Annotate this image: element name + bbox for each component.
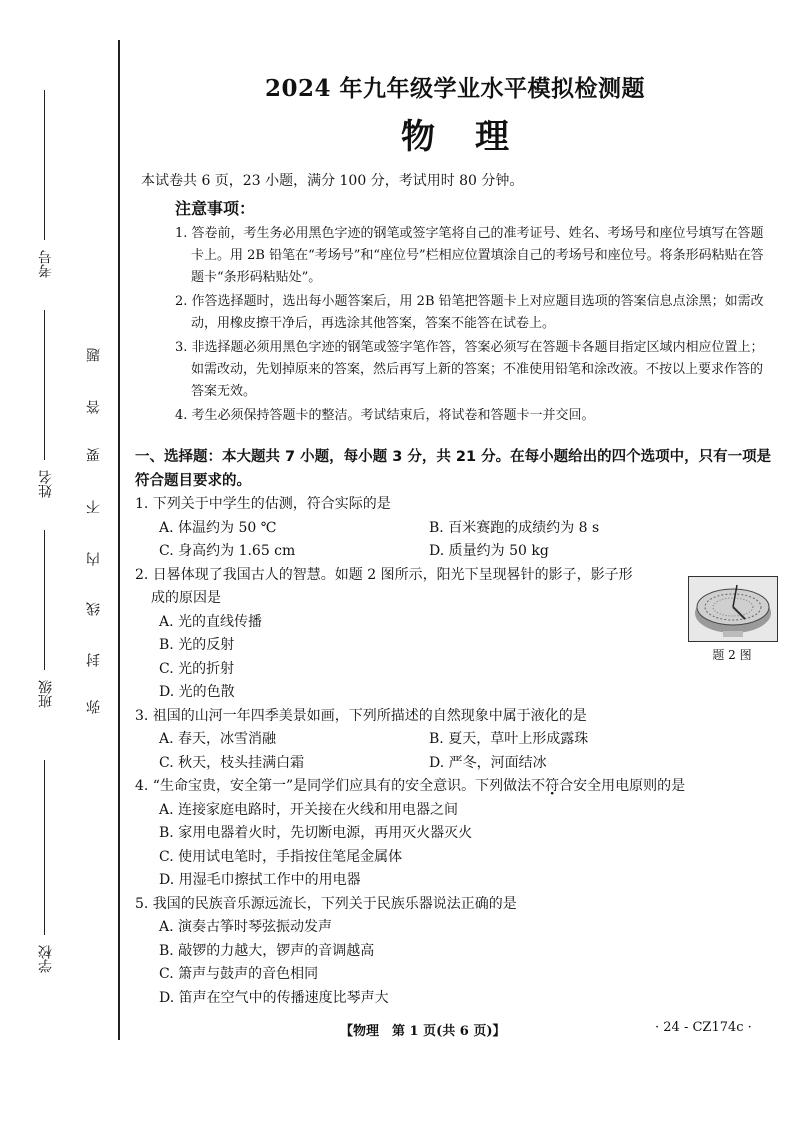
option: B. 夏天，草叶上形成露珠 [429, 731, 589, 747]
option: C. 光的折射 [159, 660, 235, 677]
option: A. 体温约为 50 ℃ [159, 519, 277, 536]
seal-char: 答 [86, 400, 102, 414]
option: D. 光的色散 [159, 684, 235, 700]
option: D. 笛声在空气中的传播速度比琴声大 [159, 989, 389, 1006]
option: A. 演奏古筝时琴弦振动发声 [159, 919, 333, 935]
option: C. 箫声与鼓声的音色相同 [159, 966, 319, 982]
question-options [159, 728, 775, 775]
option: B. 家用电器着火时，先切断电源，再用灭火器灭火 [159, 825, 473, 841]
question-stem-cont: 成的原因是 [151, 590, 221, 606]
binding-margin [0, 0, 130, 1123]
question-stem: 5. 我国的民族音乐源远流长，下列关于民族乐器说法正确的是 [135, 895, 517, 912]
stem-part: 4. “生命宝贵，安全第一”是同学们应具有的安全意识。下列做法 [135, 778, 532, 794]
field-school: 学校 [38, 945, 54, 973]
option: B. 百米赛跑的成绩约为 8 s [429, 519, 600, 536]
class-blank[interactable] [44, 530, 45, 670]
option: D. 严冬，河面结冰 [429, 754, 547, 771]
stem-part: 安全用电原则的是 [573, 778, 686, 794]
emphasized-text: 不符合 [531, 778, 574, 794]
option: A. 春天，冰雪消融 [159, 731, 277, 747]
exam-number-blank[interactable] [44, 90, 45, 240]
option: B. 光的反射 [159, 637, 235, 653]
option: C. 秋天，枝头挂满白霜 [159, 754, 305, 771]
notice-item: 2. 作答选择题时，选出每小题答案后，用 2B 铅笔把答题卡上对应题目选项的答案信息点涂黑；如需改动，用橡皮擦干净后，再选涂其他答案，答案不能答在试卷上。 [175, 294, 764, 331]
field-exam-number: 考号 [38, 250, 54, 278]
option: B. 敲锣的力越大，锣声的音调越高 [159, 942, 375, 959]
option: D. 用湿毛巾擦拭工作中的用电器 [159, 872, 361, 888]
sundial-image [689, 577, 777, 641]
notice-heading: 注意事项： [175, 199, 256, 218]
question-stem: 1. 下列关于中学生的估测，符合实际的是 [135, 496, 391, 512]
question-stem: 3. 祖国的山河一年四季美景如画，下列所描述的自然现象中属于液化的是 [135, 707, 587, 724]
sundial-figure [688, 576, 778, 642]
seal-char: 不 [86, 500, 102, 514]
figure-caption: 题 2 图 [712, 647, 752, 662]
subject-title: 物理 [401, 117, 549, 157]
option: C. 身高约为 1.65 cm [159, 543, 296, 559]
notice-item: 1. 答卷前，考生务必用黑色字迹的钢笔或签字笔将自己的准考证号、姓名、考场号和座位号填写在答题卡上。用 2B 铅笔在“考场号”和“座位号”栏相应位置填涂自己的考场号和座位号。将条形码粘贴在答题卡“条形码粘贴处”。 [175, 226, 764, 285]
school-blank[interactable] [44, 760, 45, 935]
seal-char: 弥 [86, 700, 102, 714]
notice-item: 4. 考生必须保持答题卡的整洁。考试结束后，将试卷和答题卡一并交回。 [175, 408, 595, 423]
question-options [159, 517, 775, 564]
question-stem [135, 775, 775, 799]
page-info: 【物理 第 1 页(共 6 页)】 [340, 1024, 506, 1039]
seal-char: 封 [86, 653, 102, 667]
field-name: 姓名 [38, 470, 54, 498]
seal-char: 要 [86, 448, 102, 462]
seal-char: 内 [86, 552, 102, 566]
name-blank[interactable] [44, 310, 45, 460]
question-stem: 2. 日晷体现了我国古人的智慧。如题 2 图所示，阳光下呈现晷针的影子，影子形 [135, 566, 633, 583]
paper-code: · 24 - CZ174c · [655, 1020, 752, 1035]
section-heading: 一、选择题：本大题共 7 小题，每小题 3 分，共 21 分。在每小题给出的四个选项中，只有一项是符合题目要求的。 [135, 449, 772, 489]
option: A. 光的直线传播 [159, 613, 263, 630]
seal-line [118, 40, 120, 1040]
seal-char: 题 [86, 348, 102, 362]
option: C. 使用试电笔时，手指按住笔尾金属体 [159, 848, 403, 865]
exam-intro: 本试卷共 6 页，23 小题，满分 100 分，考试用时 80 分钟。 [141, 173, 524, 189]
option: A. 连接家庭电路时，开关接在火线和用电器之间 [159, 801, 459, 818]
field-class: 班级 [38, 680, 54, 708]
exam-title: 2024 年九年级学业水平模拟检测题 [264, 75, 646, 102]
seal-char: 线 [86, 602, 102, 616]
exam-page [135, 70, 775, 1010]
question-2 [135, 564, 775, 705]
notice-item: 3. 非选择题必须用黑色字迹的钢笔或签字笔作答，答案必须写在答题卡各题目指定区域内相应位置上；如需改动，先划掉原来的答案，然后再写上新的答案；不准使用铅笔和涂改液。不按以上要求作答的答案无效。 [175, 340, 764, 399]
option: D. 质量约为 50 kg [429, 543, 549, 559]
